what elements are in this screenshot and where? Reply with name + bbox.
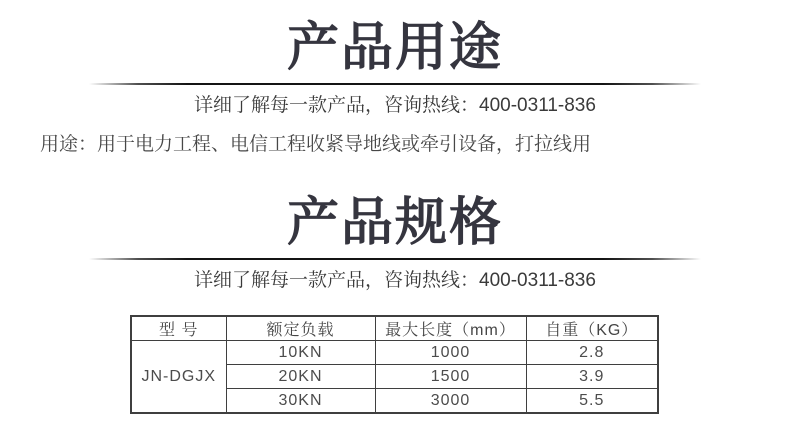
- usage-section-divider: [89, 83, 701, 85]
- specs-hotline-subtitle: 详细了解每一款产品，咨询热线：400-0311-836: [194, 270, 596, 291]
- specs-table-header-row: [131, 316, 658, 341]
- header-self-weight: 自重（KG）: [526, 316, 658, 341]
- weight-cell: 5.5: [526, 389, 658, 414]
- specs-section-divider: [89, 258, 701, 260]
- load-cell: 30KN: [226, 389, 375, 414]
- usage-hotline-subtitle: 详细了解每一款产品，咨询热线：400-0311-836: [194, 95, 596, 116]
- model-cell: JN-DGJX: [131, 341, 226, 414]
- header-rated-load: 额定负载: [226, 316, 375, 341]
- specs-section-title: 产品规格: [286, 194, 503, 252]
- header-max-length: 最大长度（mm）: [375, 316, 526, 341]
- specs-table: [130, 315, 659, 414]
- header-model: 型 号: [131, 316, 226, 341]
- weight-cell: 3.9: [526, 365, 658, 389]
- length-cell: 1000: [375, 341, 526, 365]
- usage-description: 用途：用于电力工程、电信工程收紧导地线或牵引设备，打拉线用: [40, 134, 592, 155]
- section-product-specs: [0, 194, 790, 414]
- weight-cell: 2.8: [526, 341, 658, 365]
- length-cell: 1500: [375, 365, 526, 389]
- length-cell: 3000: [375, 389, 526, 414]
- table-row: [131, 341, 658, 365]
- load-cell: 10KN: [226, 341, 375, 365]
- load-cell: 20KN: [226, 365, 375, 389]
- usage-section-title: 产品用途: [286, 19, 503, 77]
- section-product-usage: [0, 0, 790, 157]
